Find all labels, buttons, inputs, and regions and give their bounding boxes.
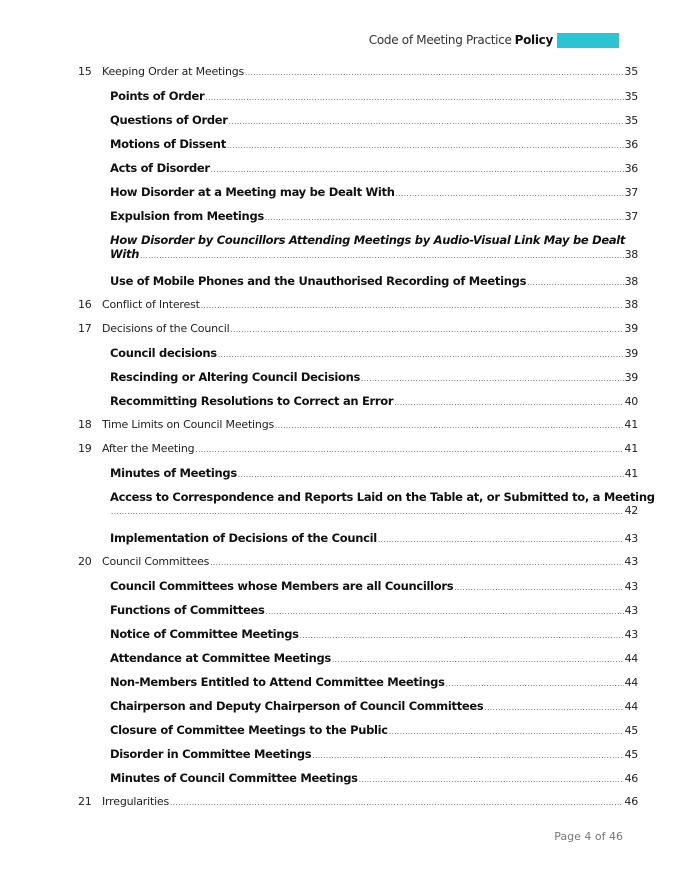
toc-page-number: 37 [624,186,638,199]
toc-entry[interactable] [78,394,638,410]
toc-entry[interactable] [78,233,638,263]
document-title: Code of Meeting Practice Policy [368,33,553,47]
toc-page-number: 37 [624,210,638,223]
toc-entry-title: Council decisions [110,346,217,360]
toc-entry[interactable] [78,555,638,570]
toc-page-number: 42 [624,504,638,517]
toc-page-number: 43 [624,604,638,617]
dot-leader [361,372,624,386]
toc-entry-title: Motions of Dissent [110,137,226,151]
toc-page-number: 36 [624,162,638,175]
toc-page-number: 38 [624,275,638,288]
toc-entry[interactable] [78,747,638,763]
toc-entry-title: Closure of Committee Meetings to the Public [110,723,388,737]
page-number: Page 4 of 46 [554,830,623,843]
toc-page-number: 45 [624,748,638,761]
toc-entry[interactable] [78,699,638,715]
dot-leader [229,115,624,129]
header-accent-bar [557,33,619,48]
toc-page-number: 46 [624,772,638,785]
toc-section-number: 21 [78,795,92,808]
toc-entry-title: Minutes of Meetings [110,466,237,480]
toc-entry[interactable] [78,89,638,105]
toc-entry[interactable] [78,185,638,201]
toc-entry[interactable] [78,65,638,80]
toc-entry[interactable] [78,579,638,595]
toc-entry[interactable] [78,418,638,433]
toc-entry-title: Attendance at Committee Meetings [110,651,331,665]
toc-entry-title: Implementation of Decisions of the Council [110,531,377,545]
toc-entry-title: Decisions of the Council [102,322,230,335]
toc-page-number: 36 [624,138,638,151]
dot-leader [238,468,624,482]
toc-section-number: 15 [78,65,92,78]
toc-page-number: 35 [624,65,638,78]
dot-leader [359,773,624,787]
toc-entry-title: Time Limits on Council Meetings [102,418,275,431]
toc-entry-title: Irregularities [102,795,170,808]
toc-entry[interactable] [78,675,638,691]
dot-leader [378,533,624,547]
toc-entry-title: Points of Order [110,89,205,103]
toc-page-number: 44 [624,700,638,713]
toc-entry[interactable] [78,298,638,313]
dot-leader [140,249,623,263]
dot-leader [394,396,623,410]
toc-entry[interactable] [78,531,638,547]
dot-leader [230,323,623,337]
toc-page-number: 35 [624,114,638,127]
toc-section-number: 18 [78,418,92,431]
dot-leader [218,348,624,362]
toc-entry[interactable] [78,274,638,290]
toc-page-number: 44 [624,676,638,689]
toc-entry-title: Keeping Order at Meetings [102,65,245,78]
dot-leader [332,653,624,667]
dot-leader [205,91,623,105]
toc-page-number: 38 [624,248,638,261]
dot-leader [527,276,623,290]
toc-entry-title: How Disorder at a Meeting may be Dealt With [110,185,395,199]
toc-page-number: 41 [624,442,638,455]
toc-page-number: 40 [624,395,638,408]
dot-leader [484,701,623,715]
toc-entry-title: Chairperson and Deputy Chairperson of Council Committees [110,699,484,713]
dot-leader [210,556,623,570]
toc-entry[interactable] [78,490,655,519]
toc-entry-title: Rescinding or Altering Council Decisions [110,370,361,384]
toc-section-number: 19 [78,442,92,455]
toc-entry[interactable] [78,771,638,787]
toc-entry-title: Notice of Committee Meetings [110,627,299,641]
toc-page-number: 43 [624,532,638,545]
toc-section-number: 20 [78,555,92,568]
page-header [369,32,619,48]
toc-entry[interactable] [78,603,638,619]
toc-entry-title: How Disorder by Councillors Attending Meetings by Audio-Visual Link May be Dealt [110,233,626,247]
toc-entry-title: Questions of Order [110,113,228,127]
toc-entry[interactable] [78,370,638,386]
toc-entry-title: Expulsion from Meetings [110,209,264,223]
toc-entry[interactable] [78,322,638,337]
toc-page-number: 45 [624,724,638,737]
toc-section-number: 16 [78,298,92,311]
dot-leader [201,299,624,313]
toc-section-number: 17 [78,322,92,335]
toc-page-number: 46 [624,795,638,808]
toc-entry[interactable] [78,137,638,153]
dot-leader [111,505,624,519]
toc-entry[interactable] [78,651,638,667]
toc-page-number: 35 [624,90,638,103]
dot-leader [312,749,623,763]
toc-entry-title: Non-Members Entitled to Attend Committee Meetings [110,675,445,689]
dot-leader [275,419,623,433]
toc-entry-title: Acts of Disorder [110,161,210,175]
toc-entry-title: Conflict of Interest [102,298,200,311]
dot-leader [227,139,624,153]
dot-leader [300,629,624,643]
toc-entry[interactable] [78,346,638,362]
toc-entry[interactable] [78,466,638,482]
toc-entry-title: Minutes of Council Committee Meetings [110,771,358,785]
toc-entry[interactable] [78,113,638,129]
toc-entry-title: Council Committees [102,555,210,568]
toc-entry[interactable] [78,627,638,643]
toc-entry-title: Council Committees whose Members are all Councillors [110,579,454,593]
dot-leader [170,796,623,810]
dot-leader [446,677,624,691]
toc-page-number: 43 [624,580,638,593]
toc-page-number: 41 [624,418,638,431]
toc-entry[interactable] [78,161,638,177]
toc-entry[interactable] [78,442,638,457]
dot-leader [265,211,624,225]
dot-leader [195,443,623,457]
toc-entry-title: Use of Mobile Phones and the Unauthorised Recording of Meetings [110,274,527,288]
toc-page-number: 43 [624,555,638,568]
toc-entry-title: Recommitting Resolutions to Correct an Error [110,394,394,408]
toc-entry[interactable] [78,209,638,225]
dot-leader [396,187,624,201]
toc-page-number: 43 [624,628,638,641]
toc-entry-title: Access to Correspondence and Reports Laid on the Table at, or Submitted to, a Meeting [110,490,655,504]
dot-leader [245,66,623,80]
toc-entry[interactable] [78,723,638,739]
toc-page-number: 39 [624,347,638,360]
toc-page-number: 38 [624,298,638,311]
dot-leader [389,725,624,739]
toc-entry-title: Functions of Committees [110,603,265,617]
toc-page-number: 41 [624,467,638,480]
dot-leader [211,163,624,177]
toc-entry-title-continued: With [110,247,140,261]
dot-leader [266,605,624,619]
dot-leader [454,581,623,595]
toc-page-number: 44 [624,652,638,665]
toc-entry-title: After the Meeting [102,442,195,455]
toc-page-number: 39 [624,322,638,335]
toc-page-number: 39 [624,371,638,384]
toc-entry[interactable] [78,795,638,810]
toc-entry-title: Disorder in Committee Meetings [110,747,312,761]
